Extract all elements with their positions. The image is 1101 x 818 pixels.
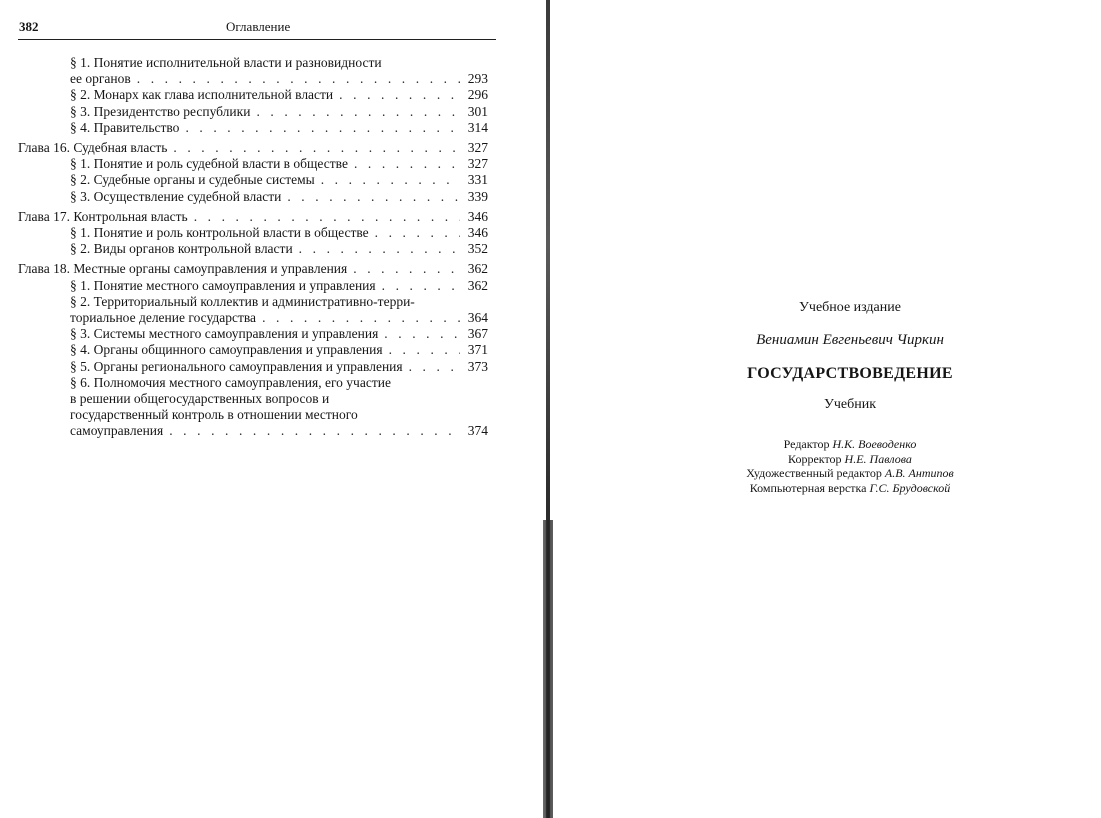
toc-leader-dots	[137, 71, 460, 87]
toc-section-entry	[18, 278, 488, 294]
toc-entry-text: в решении общегосударственных вопросов и	[70, 391, 330, 407]
imprint-block	[685, 300, 1015, 495]
toc-entry-text: § 6. Полномочия местного самоуправления, его участие	[70, 374, 391, 390]
toc-section-entry	[18, 407, 488, 423]
toc-entry-text: § 1. Понятие исполнительной власти и разновидности	[70, 55, 382, 70]
book-title: ГОСУДАРСТВОВЕДЕНИЕ	[747, 365, 953, 382]
toc-page-number: 346	[467, 225, 488, 241]
toc-entry-text: § 1. Понятие и роль судебной власти в обществе	[70, 156, 348, 172]
credit-line	[685, 452, 1015, 467]
toc-section-entry	[18, 104, 488, 120]
toc-section-entry	[18, 189, 488, 205]
credits-list	[685, 437, 1015, 495]
credit-role: Редактор	[783, 437, 830, 451]
credit-role: Корректор	[788, 451, 842, 466]
running-header	[18, 19, 496, 40]
toc-page-number: 362	[467, 277, 488, 293]
toc-entry-text: самоуправления	[70, 423, 164, 439]
toc-chapter-entry	[18, 261, 488, 277]
toc-section-entry	[18, 156, 488, 172]
toc-section-entry	[18, 55, 488, 71]
credit-role: Компьютерная верстка	[749, 480, 867, 495]
toc-leader-dots	[389, 342, 460, 358]
toc-section-entry	[18, 359, 488, 375]
toc-page-number: 364	[467, 310, 488, 326]
toc-entry-text: государственный контроль в отношении местного	[70, 407, 358, 423]
credit-name: Н.Е. Павлова	[844, 451, 912, 466]
credit-name: А.В. Антипов	[884, 466, 954, 480]
toc-leader-dots	[262, 310, 460, 326]
toc-section-entry	[18, 294, 488, 310]
book-kind: Учебник	[823, 397, 877, 412]
toc-section-entry	[18, 310, 488, 326]
toc-entry-text: § 4. Правительство	[70, 119, 180, 135]
toc-leader-dots	[384, 326, 460, 342]
toc-section-entry	[18, 120, 488, 136]
toc-section-entry	[18, 71, 488, 87]
toc-leader-dots	[354, 156, 460, 172]
toc-section-entry	[18, 172, 488, 188]
toc-page-number: 374	[467, 423, 488, 439]
toc-entry-text: § 2. Судебные органы и судебные системы	[70, 172, 315, 188]
toc-leader-dots	[287, 189, 460, 205]
toc-entry-text: § 2. Виды органов контрольной власти	[70, 241, 293, 257]
toc-entry-text: ториальное деление государства	[70, 310, 257, 326]
toc-section-entry	[18, 342, 488, 358]
credit-name: Г.С. Брудовской	[869, 480, 951, 495]
toc-entry-text: Глава 16. Судебная власть	[18, 140, 168, 156]
toc-entry-text: § 1. Понятие и роль контрольной власти в обществе	[70, 225, 369, 241]
toc-entry-text: Глава 17. Контрольная власть	[18, 208, 188, 224]
toc-leader-dots	[382, 278, 460, 294]
running-title: Оглавление	[226, 19, 291, 34]
toc-leader-dots	[353, 261, 460, 277]
toc-chapter-entry	[18, 209, 488, 225]
toc-leader-dots	[321, 172, 460, 188]
toc-page-number: 327	[467, 156, 488, 172]
binding-shadow-dark	[543, 520, 553, 818]
toc-page-number: 331	[467, 172, 488, 188]
right-page	[565, 0, 1101, 818]
toc-leader-dots	[299, 241, 460, 257]
toc-entry-text: § 3. Президентство республики	[70, 103, 251, 119]
toc-leader-dots	[173, 140, 460, 156]
toc-entry-text: Глава 18. Местные органы самоуправления и управления	[18, 261, 348, 277]
toc-entry-text: § 4. Органы общинного самоуправления и управления	[70, 342, 383, 358]
toc-section-entry	[18, 326, 488, 342]
toc-section-entry	[18, 375, 488, 391]
toc-page-number: 367	[467, 326, 488, 342]
toc-section-entry	[18, 391, 488, 407]
toc-entry-text: § 3. Системы местного самоуправления и управления	[70, 326, 379, 342]
toc-page-number: 293	[467, 71, 488, 87]
toc-entry-text: § 1. Понятие местного самоуправления и управления	[70, 277, 376, 293]
edition-type: Учебное издание	[799, 300, 901, 315]
toc-section-entry	[18, 87, 488, 103]
toc-page-number: 371	[467, 342, 488, 358]
toc-entry-text: § 2. Территориальный коллектив и административно-терри-	[70, 293, 415, 309]
toc-page-number: 373	[467, 358, 488, 374]
toc-entry-text: ее органов	[70, 71, 131, 87]
toc-page-number: 362	[467, 261, 488, 277]
table-of-contents	[18, 55, 488, 440]
author-name: Вениамин Евгеньевич Чиркин	[756, 332, 944, 348]
left-page	[0, 0, 540, 818]
toc-entry-text: § 2. Монарх как глава исполнительной власти	[70, 87, 334, 103]
toc-leader-dots	[169, 423, 460, 439]
toc-section-entry	[18, 423, 488, 439]
toc-leader-dots	[256, 104, 460, 120]
credit-line	[685, 481, 1015, 496]
toc-leader-dots	[185, 120, 460, 136]
credit-line	[685, 466, 1015, 481]
toc-section-entry	[18, 241, 488, 257]
toc-chapter-entry	[18, 140, 488, 156]
toc-leader-dots	[409, 359, 460, 375]
toc-leader-dots	[194, 209, 460, 225]
toc-page-number: 352	[467, 241, 488, 257]
toc-leader-dots	[339, 87, 460, 103]
toc-page-number: 314	[467, 119, 488, 135]
toc-entry-text: § 3. Осуществление судебной власти	[70, 188, 282, 204]
credit-line	[685, 437, 1015, 452]
toc-entry-text: § 5. Органы регионального самоуправления и управления	[70, 358, 403, 374]
toc-page-number: 346	[467, 208, 488, 224]
credit-name: Н.К. Воеводенко	[832, 437, 917, 451]
toc-page-number: 301	[467, 103, 488, 119]
credit-role: Художественный редактор	[746, 466, 882, 480]
book-gutter	[538, 0, 564, 818]
page-number: 382	[19, 19, 39, 34]
toc-leader-dots	[375, 225, 460, 241]
toc-page-number: 339	[467, 188, 488, 204]
toc-page-number: 296	[467, 87, 488, 103]
toc-page-number: 327	[467, 140, 488, 156]
toc-section-entry	[18, 225, 488, 241]
